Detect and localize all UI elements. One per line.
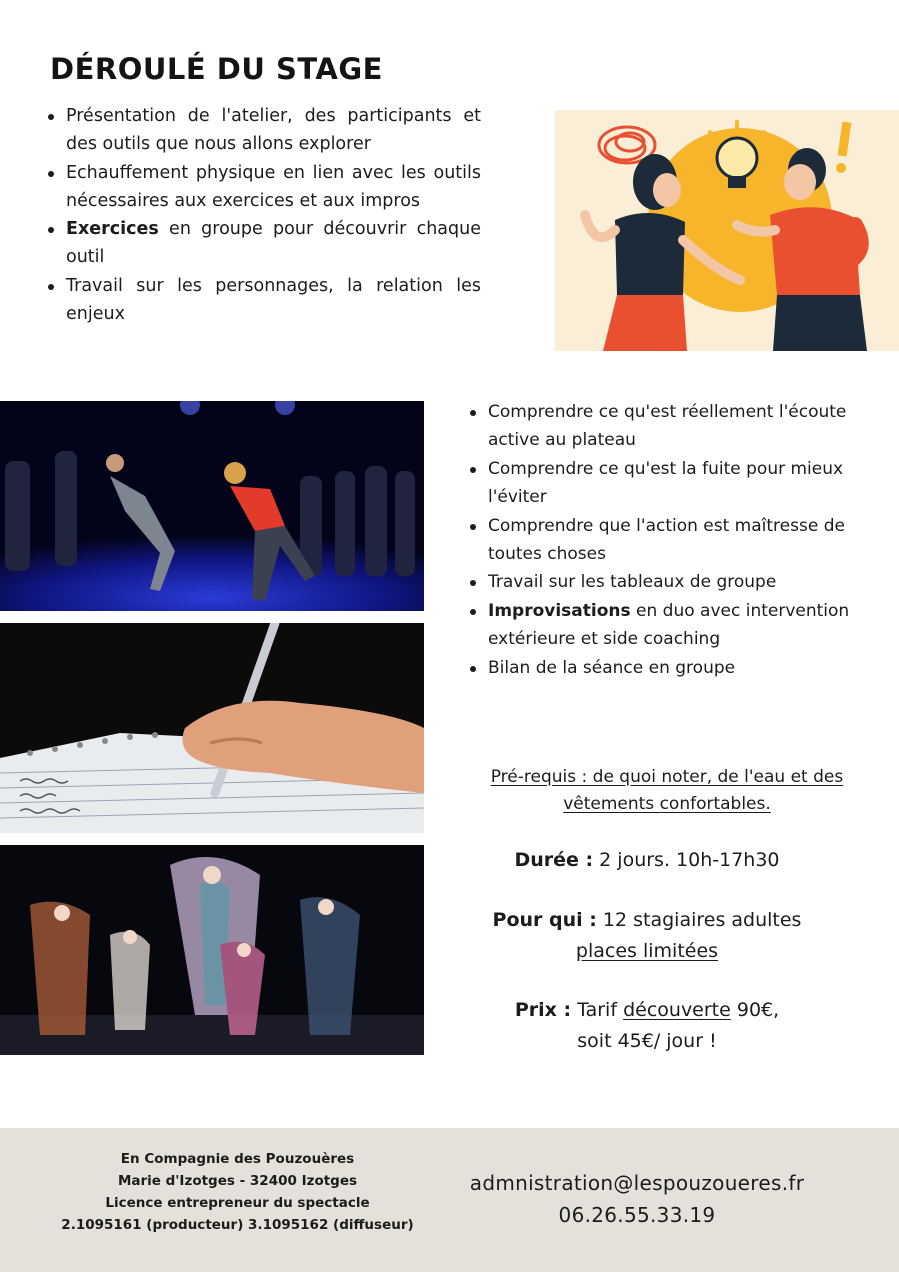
contact-email[interactable]: admnistration@lespouzoueres.fr bbox=[469, 1171, 805, 1195]
company-details bbox=[40, 1148, 435, 1236]
theatre-stage-improvisation-photo bbox=[0, 401, 424, 611]
program-item: Présentation de l'atelier, des participants et des outils que nous allons explorer bbox=[45, 102, 481, 159]
price-discovery: découverte bbox=[623, 999, 731, 1021]
audience-label: Pour qui : bbox=[492, 909, 597, 931]
objectives-list bbox=[467, 398, 867, 682]
hand-writing-notes-photo bbox=[0, 623, 424, 833]
price-info: Prix : Tarif découverte 90€, soit 45€/ jour ! bbox=[514, 999, 780, 1052]
price-label: Prix : bbox=[514, 999, 572, 1021]
company-name: En Compagnie des Pouzouères bbox=[120, 1151, 355, 1167]
objective-item: Comprendre ce qu'est la fuite pour mieux l'éviter bbox=[467, 455, 867, 512]
dancers-motion-blur-photo bbox=[0, 845, 424, 1055]
objective-item: Comprendre que l'action est maîtresse de toutes choses bbox=[467, 512, 867, 569]
program-list bbox=[45, 102, 481, 328]
contact-details bbox=[447, 1167, 827, 1231]
duration-info bbox=[467, 845, 827, 876]
prerequisites-text: Pré-requis : de quoi noter, de l'eau et des vêtements confortables. bbox=[490, 767, 844, 814]
program-item: Travail sur les personnages, la relation les enjeux bbox=[45, 272, 481, 329]
footer bbox=[0, 1128, 899, 1272]
price-per-day: soit 45€/ jour ! bbox=[577, 1030, 717, 1052]
company-address: Marie d'Izotges - 32400 Izotges bbox=[117, 1173, 358, 1189]
objective-item: Comprendre ce qu'est réellement l'écoute active au plateau bbox=[467, 398, 867, 455]
program-item: Exercices en groupe pour découvrir chaque outil bbox=[45, 215, 481, 272]
objective-item: Improvisations en duo avec intervention extérieure et side coaching bbox=[467, 597, 867, 654]
audience-note: places limitées bbox=[575, 940, 719, 962]
objective-item: Bilan de la séance en groupe bbox=[467, 654, 867, 682]
program-item: Echauffement physique en lien avec les outils nécessaires aux exercices et aux impros bbox=[45, 159, 481, 216]
page-title: DÉROULÉ DU STAGE bbox=[50, 52, 383, 86]
contact-phone[interactable]: 06.26.55.33.19 bbox=[558, 1203, 716, 1227]
two-people-idea-illustration bbox=[555, 110, 899, 351]
licence-numbers: 2.1095161 (producteur) 3.1095162 (diffuseur) bbox=[61, 1217, 414, 1233]
audience-info bbox=[467, 905, 827, 967]
licence-title: Licence entrepreneur du spectacle bbox=[105, 1195, 370, 1211]
objective-item: Travail sur les tableaux de groupe bbox=[467, 568, 867, 596]
duration-value: 2 jours. 10h-17h30 bbox=[599, 849, 780, 871]
duration-label: Durée : bbox=[514, 849, 594, 871]
audience-value: 12 stagiaires adultes bbox=[602, 909, 802, 931]
